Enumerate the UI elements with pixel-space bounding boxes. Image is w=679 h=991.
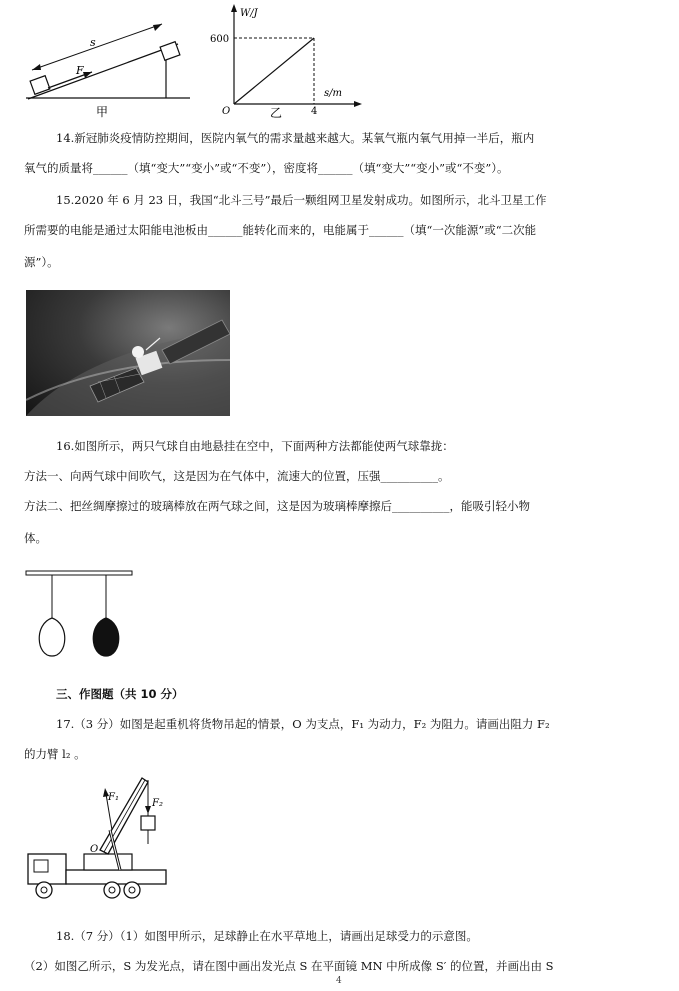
satellite-photo [26, 290, 230, 416]
q15-line1: 15.2020 年 6 月 23 日，我国“北斗三号”最后一颗组网卫星发射成功。如图所示，北斗卫星工作 [56, 193, 547, 207]
graph-y-label: W/J [240, 8, 258, 19]
incline-s-label: s [90, 36, 96, 49]
q16-line3: 方法二、把丝绸摩擦过的玻璃棒放在两气球之间，这是因为玻璃棒摩擦后__________，能吸引轻小物 [24, 499, 530, 513]
q15-line3: 源”）。 [24, 255, 59, 269]
q14-line1: 14.新冠肺炎疫情防控期间，医院内氧气的需求量越来越大。某氧气瓶内氧气用掉一半后，瓶内 [56, 131, 535, 145]
q16-line2: 方法一、向两气球中间吹气，这是因为在气体中，流速大的位置，压强__________。 [24, 469, 450, 483]
graph-caption: 乙 [270, 106, 283, 118]
graph-x-label: s/m [324, 88, 342, 99]
q18-line1: 18.（7 分）（1）如图甲所示，足球静止在水平草地上，请画出足球受力的示意图。 [56, 929, 478, 943]
q16-line4: 体。 [24, 531, 47, 545]
balloons-figure [24, 566, 136, 664]
black-balloon [93, 618, 119, 656]
graph-y-tick: 600 [210, 34, 230, 45]
page-number: 4 [336, 976, 342, 986]
white-balloon [39, 618, 65, 656]
q18-line2: （2）如图乙所示，S 为发光点，请在图中画出发光点 S 在平面镜 MN 中所成像 S′ 的位置，并画出由 S [24, 959, 554, 973]
crane-figure [24, 770, 174, 910]
crane-f1-label: F₁ [108, 792, 119, 803]
q17-line2: 的力臂 l₂ 。 [24, 747, 86, 761]
incline-f-label: F [76, 64, 84, 77]
incline-figure [18, 6, 198, 118]
section3-heading: 三、作图题（共 10 分） [56, 687, 184, 701]
incline-caption: 甲 [96, 105, 109, 118]
q15-line2: 所需要的电能是通过太阳能电池板由______能转化而来的，电能属于______（填“一次能源”或“二次能 [24, 223, 537, 237]
work-distance-graph [206, 0, 366, 118]
q14-line2: 氧气的质量将______（填“变大”“变小”或“不变”），密度将______（填“变大”“变小”或“不变”）。 [24, 161, 509, 175]
graph-x-tick: 4 [311, 106, 318, 117]
graph-origin: O [222, 106, 231, 117]
crane-o-label: O [90, 844, 99, 855]
crane-f2-label: F₂ [152, 798, 163, 809]
q16-line1: 16.如图所示，两只气球自由地悬挂在空中，下面两种方法都能使两气球靠拢： [56, 439, 454, 453]
q17-line1: 17.（3 分）如图是起重机将货物吊起的情景，O 为支点，F₁ 为动力，F₂ 为阻力。请画出阻力 F₂ [56, 717, 550, 731]
